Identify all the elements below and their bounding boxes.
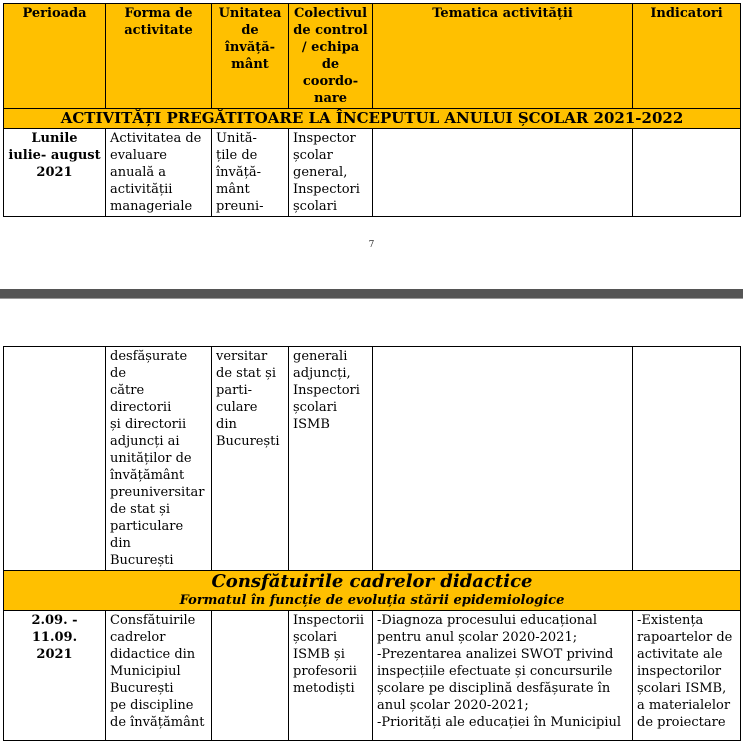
activity-cell [106, 129, 212, 217]
header-indicators: Indicatori [633, 4, 741, 109]
team-line: profesorii [293, 664, 357, 679]
topic-line: inspecțiile efectuate și concursurile [377, 664, 613, 679]
team-line: Inspectori [293, 182, 360, 197]
activity-line: învățământ [110, 468, 185, 483]
unit-line: parti- [216, 383, 253, 398]
team-cell [289, 611, 373, 741]
team-line: ISMB și [293, 647, 345, 662]
team-line: școlari [293, 400, 338, 415]
header-topics: Tematica activității [373, 4, 633, 109]
activity-table-bottom [3, 346, 741, 741]
unit-cell [212, 347, 289, 571]
unit-line: culare [216, 400, 258, 415]
activity-table-top [3, 3, 741, 217]
unit-line: de stat și [216, 366, 276, 381]
table-row [4, 347, 741, 571]
header-control-team: Colectivul de control / echipa de coordo-nare [289, 4, 373, 109]
page-separator [0, 289, 743, 298]
topics-cell [373, 129, 633, 217]
page-number: 7 [368, 240, 375, 250]
team-line: școlari [293, 630, 338, 645]
activity-line: particulare din [110, 519, 184, 551]
activity-line: evaluare [110, 148, 167, 163]
indicator-line: inspectorilor [637, 664, 722, 679]
unit-line: Unită- [216, 131, 257, 146]
unit-line: preuni- [216, 199, 264, 214]
team-line: Inspectorii [293, 613, 365, 628]
team-cell [289, 129, 373, 217]
activity-line: didactice din [110, 647, 196, 662]
activity-line: Activitatea de [110, 131, 202, 146]
unit-line: învăță- [216, 165, 261, 180]
unit-line: țile de [216, 148, 258, 163]
unit-line: mânt [216, 182, 250, 197]
section-band [4, 109, 741, 129]
topic-line: -Prezentarea analizei SWOT privind [377, 647, 614, 662]
activity-cell [106, 611, 212, 741]
period-cell [4, 129, 106, 217]
unit-cell [212, 611, 289, 741]
period-line: Lunile [31, 131, 78, 146]
topic-line: pentru anul școlar 2020-2021; [377, 630, 578, 645]
topics-cell [373, 611, 633, 741]
team-line: Inspector [293, 131, 356, 146]
team-line: generali [293, 349, 348, 364]
unit-line: București [216, 434, 280, 449]
activity-line: manageriale [110, 199, 193, 214]
activity-line: cadrelor [110, 630, 166, 645]
header-activity-form: Forma de activitate [106, 4, 212, 109]
section-band [4, 571, 741, 611]
team-line: Inspectori [293, 383, 360, 398]
activity-cell [106, 347, 212, 571]
period-cell [4, 611, 106, 741]
team-line: adjuncți, [293, 366, 351, 381]
table-row [4, 129, 741, 217]
activity-line: anuală a [110, 165, 167, 180]
section-heading-cell [4, 571, 741, 611]
activity-line: pe discipline [110, 698, 194, 713]
indicators-cell [633, 611, 741, 741]
indicator-line: activitate ale [637, 647, 723, 662]
unit-line: din [216, 417, 237, 432]
activity-line: Consfătuirile [110, 613, 196, 628]
topic-line: școlare pe disciplină desfășurate în [377, 681, 611, 696]
activity-line: preuniversitar [110, 485, 205, 500]
period-cell [4, 347, 106, 571]
table-header [4, 4, 741, 109]
topic-line: anul școlar 2020-2021; [377, 698, 529, 713]
header-period: Perioada [4, 4, 106, 109]
team-line: școlari [293, 199, 338, 214]
indicator-line: de proiectare [637, 715, 726, 730]
activity-line: unităților de [110, 451, 192, 466]
header-school-unit: Unitatea de învăță-mânt [212, 4, 289, 109]
section-subtitle: Formatul în funcție de evoluția stării epidemiologice [179, 593, 565, 608]
indicator-line: -Existența [637, 613, 704, 628]
activity-line: activității [110, 182, 173, 197]
period-line: 2.09. - 11.09. [31, 613, 78, 645]
period-line: 2021 [36, 165, 73, 180]
section-title: Consfătuirile cadrelor didactice [211, 571, 533, 592]
period-line: iulie- august [8, 148, 101, 163]
team-line: metodiști [293, 681, 355, 696]
team-cell [289, 347, 373, 571]
team-line: școlar [293, 148, 333, 163]
period-line: 2021 [36, 647, 73, 662]
indicator-line: rapoartelor de [637, 630, 733, 645]
topic-line: -Diagnoza procesului educațional [377, 613, 598, 628]
activity-line: și directorii [110, 417, 187, 432]
indicators-cell [633, 129, 741, 217]
indicator-line: a materialelor [637, 698, 731, 713]
section-title: ACTIVITĂȚI PREGĂTITOARE LA ÎNCEPUTUL ANULUI ȘCOLAR 2021-2022 [4, 109, 741, 129]
activity-line: către directorii [110, 383, 172, 415]
topics-cell [373, 347, 633, 571]
activity-line: București [110, 553, 174, 568]
team-line: ISMB [293, 417, 330, 432]
indicators-cell [633, 347, 741, 571]
team-line: general, [293, 165, 348, 180]
unit-line: versitar [216, 349, 268, 364]
activity-line: Municipiul [110, 664, 181, 679]
indicator-line: școlari ISMB, [637, 681, 727, 696]
activity-line: de învățământ [110, 715, 205, 730]
activity-line: adjuncți ai [110, 434, 180, 449]
page-separator-edge [0, 298, 743, 299]
activity-line: de stat și [110, 502, 170, 517]
topic-line: -Priorități ale educației în Municipiul [377, 715, 622, 730]
unit-cell [212, 129, 289, 217]
activity-line: desfășurate de [110, 349, 188, 381]
table-row [4, 611, 741, 741]
activity-line: București [110, 681, 174, 696]
